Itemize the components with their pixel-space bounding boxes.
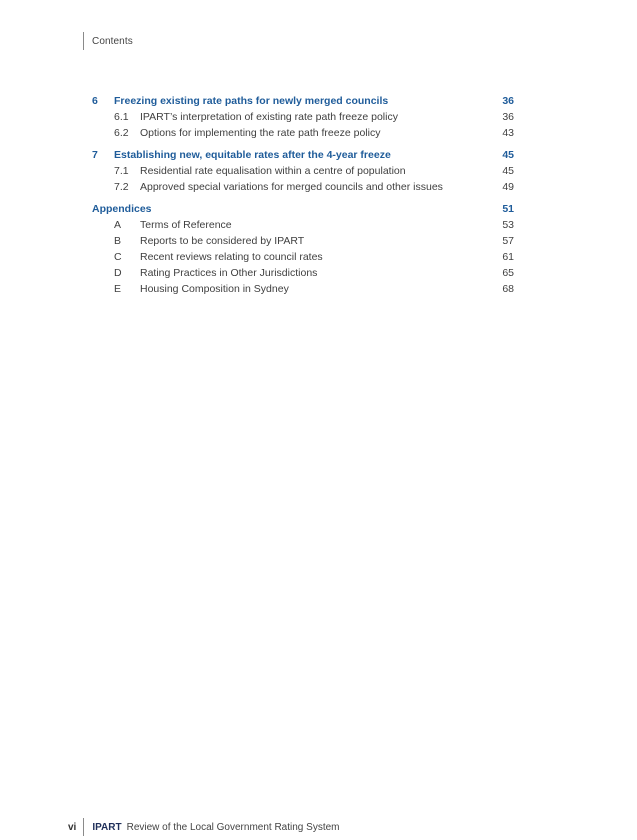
footer-report-title: Review of the Local Government Rating System: [126, 821, 340, 833]
section-number: 6.1: [114, 111, 129, 123]
toc-appendices[interactable]: [92, 201, 514, 217]
footer-org-name: IPART: [92, 821, 122, 833]
appendix-letter: D: [114, 267, 122, 279]
chapter-title: Establishing new, equitable rates after the 4-year freeze: [114, 149, 391, 161]
chapter-page: 45: [502, 149, 514, 161]
toc-appendix-e[interactable]: [92, 281, 514, 297]
table-of-contents: [92, 93, 514, 297]
page-footer: [68, 818, 340, 836]
section-title: Approved special variations for merged councils and other issues: [140, 181, 443, 193]
appendix-title: Rating Practices in Other Jurisdictions: [140, 267, 318, 279]
section-title: Residential rate equalisation within a centre of population: [140, 165, 406, 177]
appendix-letter: C: [114, 251, 122, 263]
toc-chapter-7[interactable]: [92, 147, 514, 163]
section-page: 36: [502, 111, 514, 123]
appendix-title: Reports to be considered by IPART: [140, 235, 305, 247]
appendix-page: 68: [502, 283, 514, 295]
toc-chapter-6[interactable]: [92, 93, 514, 109]
chapter-title: Freezing existing rate paths for newly merged councils: [114, 95, 389, 107]
appendix-title: Housing Composition in Sydney: [140, 283, 289, 295]
footer-divider: [83, 818, 84, 836]
section-number: 6.2: [114, 127, 129, 139]
chapter-page: 36: [502, 95, 514, 107]
appendices-title: Appendices: [92, 203, 152, 215]
appendix-letter: B: [114, 235, 122, 247]
section-page: 49: [502, 181, 514, 193]
section-page: 45: [502, 165, 514, 177]
appendix-letter: E: [114, 283, 122, 295]
section-page: 43: [502, 127, 514, 139]
section-title: IPART’s interpretation of existing rate path freeze policy: [140, 111, 398, 123]
appendices-page: 51: [502, 203, 514, 215]
toc-appendix-c[interactable]: [92, 249, 514, 265]
chapter-number: 7: [92, 149, 98, 161]
appendix-title: Recent reviews relating to council rates: [140, 251, 323, 263]
section-number: 7.1: [114, 165, 129, 177]
toc-appendix-a[interactable]: [92, 217, 514, 233]
appendix-page: 53: [502, 219, 514, 231]
appendix-title: Terms of Reference: [140, 219, 232, 231]
appendix-page: 65: [502, 267, 514, 279]
toc-section-6-1[interactable]: [92, 109, 514, 125]
chapter-number: 6: [92, 95, 98, 107]
section-number: 7.2: [114, 181, 129, 193]
toc-section-7-1[interactable]: [92, 163, 514, 179]
header-title: Contents: [92, 35, 133, 47]
appendix-letter: A: [114, 219, 122, 231]
appendix-page: 57: [502, 235, 514, 247]
section-title: Options for implementing the rate path freeze policy: [140, 127, 381, 139]
running-header: [83, 32, 133, 50]
toc-appendix-d[interactable]: [92, 265, 514, 281]
toc-section-7-2[interactable]: [92, 179, 514, 195]
appendix-page: 61: [502, 251, 514, 263]
toc-appendix-b[interactable]: [92, 233, 514, 249]
toc-section-6-2[interactable]: [92, 125, 514, 141]
footer-page-number: vi: [68, 821, 77, 833]
